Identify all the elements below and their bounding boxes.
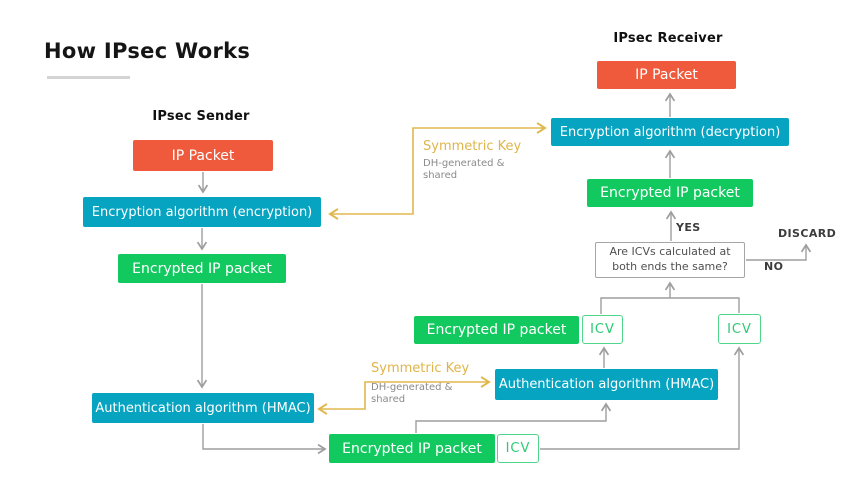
receiver-header: IPsec Receiver [613,31,723,46]
transmitted-encrypted-packet-box: Encrypted IP packet [329,434,495,463]
receiver-encrypted-packet-box: Encrypted IP packet [587,179,753,207]
no-label: NO [764,260,784,273]
title-underline [47,76,130,79]
symmetric-key-top-title: Symmetric Key [423,139,522,154]
receiver-mid-encrypted-packet-box: Encrypted IP packet [414,316,579,344]
receiver-ip-packet-box: IP Packet [597,61,736,89]
decision-line-2: both ends the same? [612,260,728,273]
yes-label: YES [676,221,701,234]
discard-label: DISCARD [778,227,837,240]
symmetric-key-bottom-annotation [371,361,469,406]
symmetric-key-top-desc-2: shared [423,170,458,182]
sender-header: IPsec Sender [152,109,250,124]
symmetric-key-bottom-desc-2: shared [371,394,406,406]
symmetric-key-bottom-title: Symmetric Key [371,361,470,376]
page-title: How IPsec Works [44,39,251,63]
sender-encrypted-packet-box: Encrypted IP packet [118,254,286,283]
decision-line-1: Are ICVs calculated at [609,245,731,259]
sender-ip-packet-box: IP Packet [133,140,273,171]
receiver-received-icv-box: ICV [718,314,761,344]
icv-compare-decision-box [595,242,745,278]
receiver-decryption-box: Encryption algorithm (decryption) [551,118,789,146]
symmetric-key-bottom-desc-1: DH-generated & [371,382,453,393]
sender-encryption-box: Encryption algorithm (encryption) [83,197,321,227]
receiver-computed-icv-box: ICV [582,315,623,344]
symmetric-key-top-desc-1: DH-generated & [423,158,505,169]
symmetric-key-top-annotation [423,139,521,182]
receiver-auth-hmac-box: Authentication algorithm (HMAC) [495,369,718,400]
sender-auth-hmac-box: Authentication algorithm (HMAC) [92,393,314,423]
transmitted-icv-box: ICV [497,434,539,463]
